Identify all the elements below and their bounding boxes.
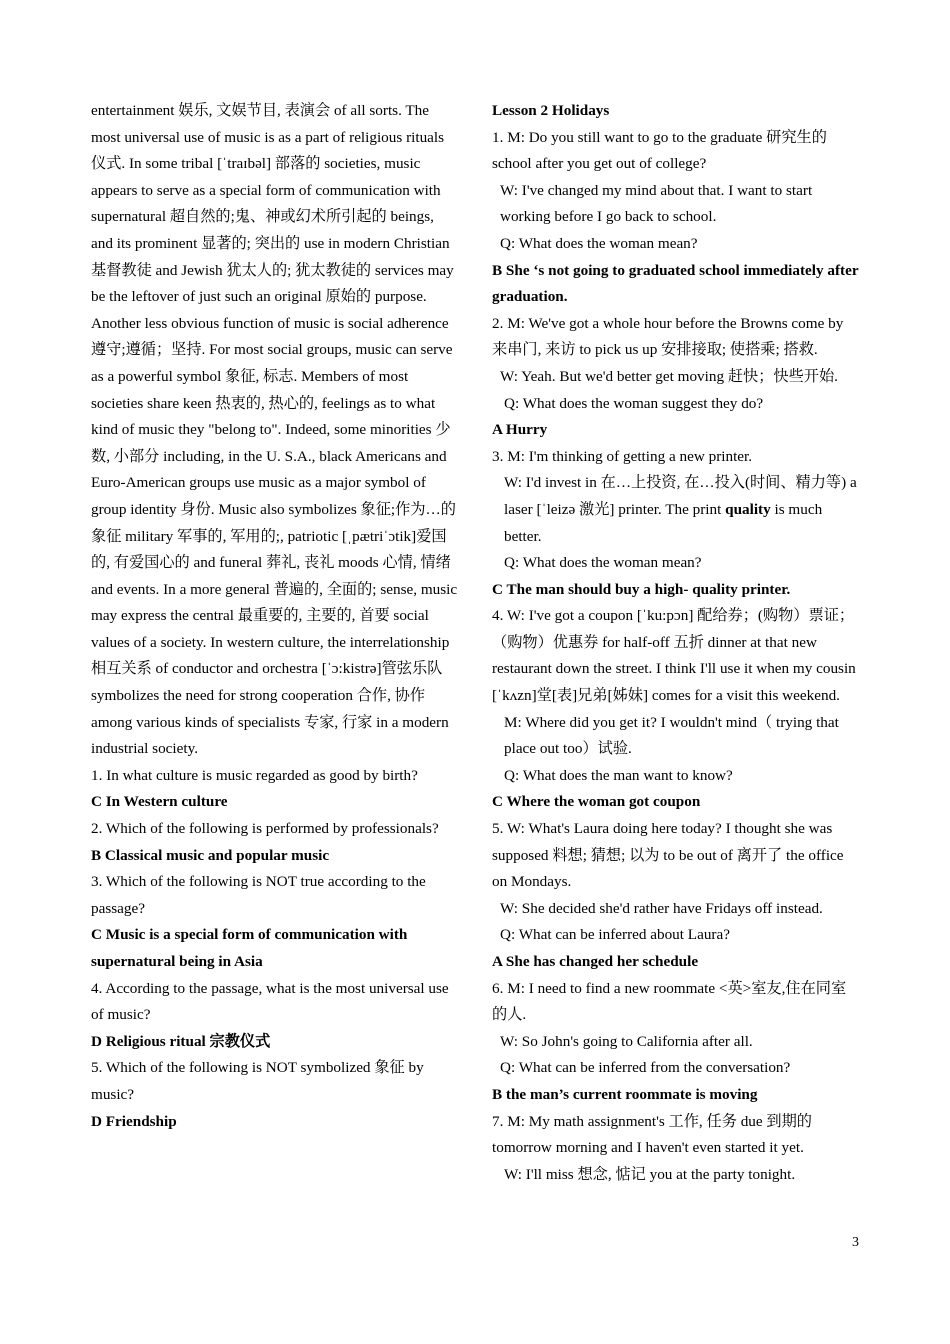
- answer-2: B Classical music and popular music: [91, 846, 330, 864]
- right-column: [492, 98, 860, 1188]
- page-number: 3: [852, 1235, 859, 1250]
- dialog-line: Q: What does the woman mean?: [500, 234, 698, 252]
- dialog-line: 5. W: What's Laura doing here today? I thought she was supposed 料想; 猜想; 以为 to be out of 离开了 the office on Mondays.: [492, 820, 844, 891]
- dialog-line: 1. M: Do you still want to go to the graduate 研究生的 school after you get out of college?: [492, 128, 827, 173]
- dialog-line: Q: What can be inferred from the conversation?: [500, 1059, 791, 1077]
- dialog-answer: A Hurry: [492, 421, 548, 439]
- answer-5: D Friendship: [91, 1112, 177, 1130]
- answer-1: C In Western culture: [91, 793, 228, 811]
- dialog-line: W: I've changed my mind about that. I want to start working before I go back to school.: [500, 181, 813, 226]
- dialog-line: W: She decided she'd rather have Fridays off instead.: [500, 899, 823, 917]
- dialog-line: M: Where did you get it? I wouldn't mind（ trying that place out too）试验.: [504, 713, 839, 758]
- question-1: 1. In what culture is music regarded as good by birth?: [91, 766, 418, 784]
- dialog-line: Q: What does the woman mean?: [504, 554, 702, 572]
- question-5: 5. Which of the following is NOT symbolized 象征 by music?: [91, 1059, 424, 1103]
- answer-4: D Religious ritual 宗教仪式: [91, 1032, 271, 1050]
- left-column: [91, 98, 459, 1135]
- dialog-line: 4. W: I've got a coupon [ˈku:pɔn] 配给券；(购物）票证；（购物）优惠券 for half-off 五折 dinner at that new restaurant down the street. I think I'll use it when my cousin [ˈkʌzn]堂[表]兄弟[姊妹] comes for a visit this weekend.: [492, 607, 856, 705]
- dialog-lines-bottom: [492, 550, 860, 1188]
- dialog-answer: B the man’s current roommate is moving: [492, 1085, 758, 1103]
- dialog-line: W: So John's going to California after all.: [500, 1032, 753, 1050]
- answer-3: C Music is a special form of communication with supernatural being in Asia: [91, 926, 408, 970]
- lesson-heading: Lesson 2 Holidays: [492, 102, 610, 119]
- dialog-line: Q: What can be inferred about Laura?: [500, 926, 730, 944]
- dialog-line-q3-woman: [492, 470, 860, 550]
- q3-woman-bold-word: quality: [725, 500, 771, 518]
- dialog-line: Q: What does the man want to know?: [504, 766, 733, 784]
- reading-passage: entertainment 娱乐, 文娱节目, 表演会 of all sorts. The most universal use of music is as a part of religious rituals 仪式. In some tribal [ˈtraɪbəl] 部落的 societies, music appears to serve as a special form of communication with supernatural 超自然的;鬼、神或幻术所引起的 beings, and its prominent 显著的; 突出的 use in modern Christian 基督教徒 and Jewish 犹太人的; 犹太教徒的 services may be the leftover of just such an original 原始的 purpose. Another less obvious function of music is social adherence 遵守;遵循；坚持. For most social groups, music can serve as a powerful symbol 象征, 标志. Members of most societies share keen 热衷的, 热心的, feelings as to what kind of music they "belong to". Indeed, some minorities 少数, 小部分 including, in the U. S.A., black Americans and Euro-American groups use music as a major symbol of group identity 身份. Music also symbolizes 象征;作为…的象征 military 军事的, 军用的;, patriotic [ˌpætriˈɔtik]爱国的, 有爱国心的 and funeral 葬礼, 丧礼 moods 心情, 情绪 and events. In a more general 普遍的, 全面的; sense, music may express the central 最重要的, 主要的, 首要 social values of a society. In western culture, the interrelationship 相互关系 of conductor and orchestra [ˈɔ:kistrə]管弦乐队 symbolizes the need for strong cooperation 合作, 协作 among various kinds of specialists 专家, 行家 in a modern industrial society.: [91, 102, 458, 758]
- q3-woman-text: W: I'd invest in 在…上投资, 在…投入(时间、精力等) a laser [ˈleizə 激光] printer. The print: [504, 474, 857, 518]
- dialog-lines-top: [492, 125, 860, 471]
- dialog-answer: A She has changed her schedule: [492, 953, 699, 970]
- dialog-line: 6. M: I need to find a new roommate <英>室友,住在同室的人.: [492, 979, 847, 1024]
- dialog-line: W: Yeah. But we'd better get moving 赶快；快些开始.: [500, 367, 838, 385]
- question-3: 3. Which of the following is NOT true according to the passage?: [91, 873, 426, 917]
- dialog-line: Q: What does the woman suggest they do?: [504, 394, 764, 412]
- dialog-answer: C The man should buy a high- quality printer.: [492, 580, 791, 598]
- dialog-answer: B She ‘s not going to graduated school immediately after graduation.: [492, 261, 859, 306]
- question-2: 2. Which of the following is performed by professionals?: [91, 820, 439, 838]
- dialog-answer: C Where the woman got coupon: [492, 793, 701, 811]
- dialog-line: W: I'll miss 想念, 惦记 you at the party tonight.: [504, 1165, 796, 1183]
- dialog-line: 3. M: I'm thinking of getting a new printer.: [492, 447, 753, 465]
- q3-woman-text-end: is much better.: [504, 500, 823, 545]
- dialog-line: 7. M: My math assignment's 工作, 任务 due 到期的 tomorrow morning and I haven't even started it yet.: [492, 1112, 812, 1157]
- dialog-line: 2. M: We've got a whole hour before the Browns come by 来串门, 来访 to pick us up 安排接取; 使搭乘; 搭救.: [492, 314, 844, 359]
- question-4: 4. According to the passage, what is the most universal use of music?: [91, 979, 449, 1024]
